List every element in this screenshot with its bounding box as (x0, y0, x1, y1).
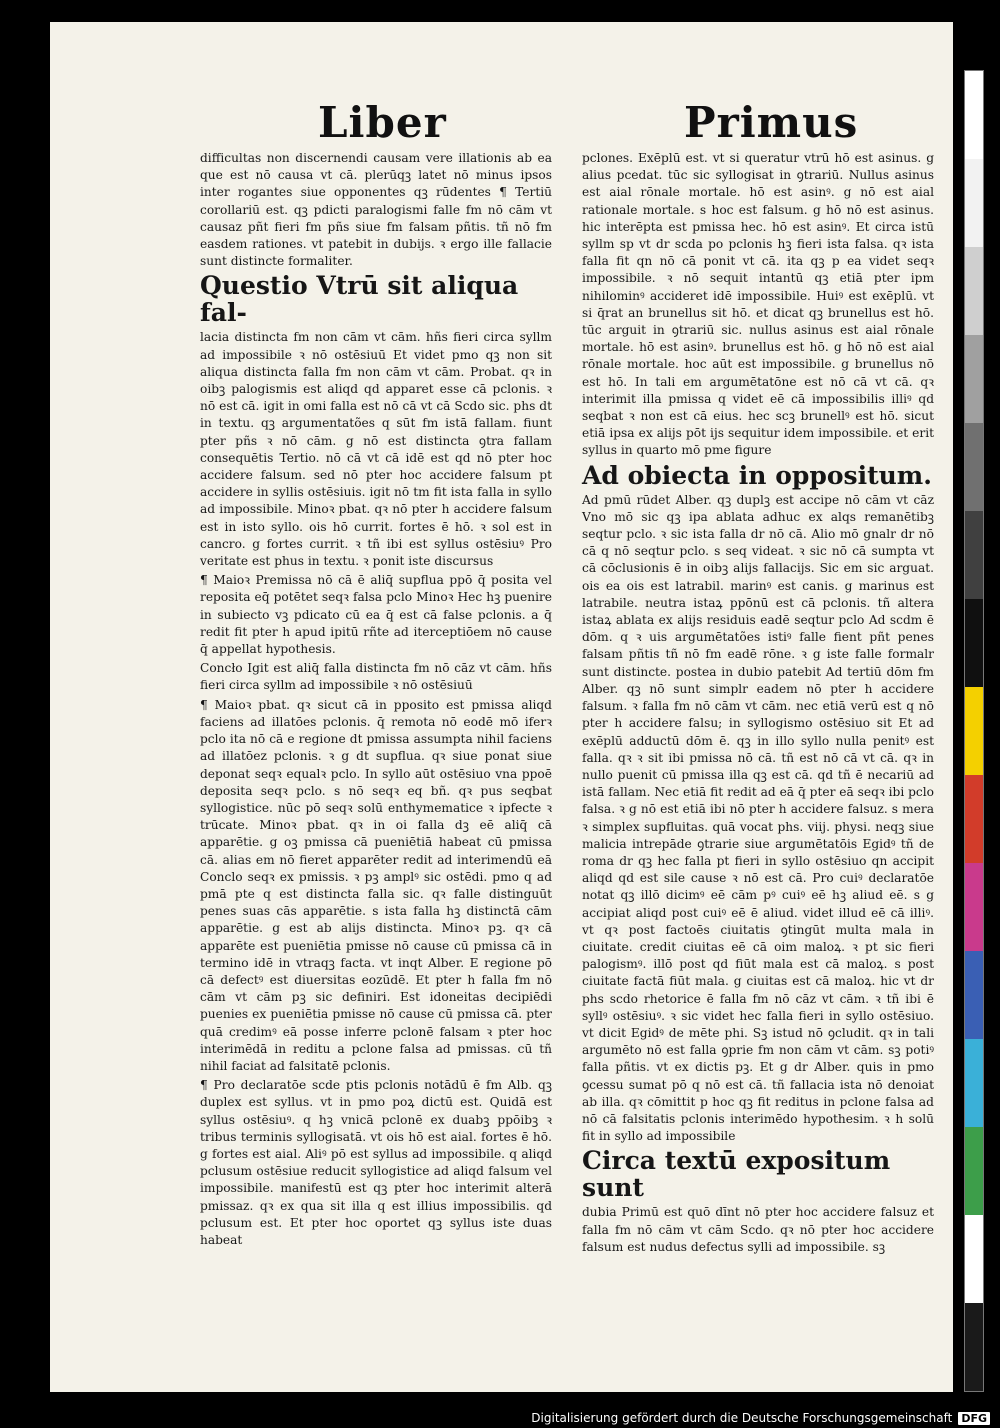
text-column-left (200, 150, 552, 1251)
running-head-right: Primus (684, 98, 859, 147)
section-heading: Ad obiecta in oppositum. (582, 460, 932, 490)
text-paragraph: ¶ Pro declaratōe scde ptis pclonis notādū ē fm Alb. qꝫ duplex est syllus. vt in pmo poꝝ dictū est. Quidā est syllus ostēsiuꝰ. q hꝫ vnicā pclonē ex duabꝫ ppōibꝫ ꝛ tribus terminis syllogisatā. vt ois hō est aial. fortes ē hō. g fortes est aial. Aliꝰ pō est syllus ad impossibile. q aliqd pclusum ostēsiue reducit syllogistice ad aliqd falsum vel impossibile. manifestū est qꝫ pter hoc interimit alterā pmissaz. qꝛ ex qua sit illa q est illius impossibilis. qd pclusum est. Et pter hoc oportet qꝫ syllus iste duas habeat (200, 1078, 552, 1247)
text-paragraph: difficultas non discernendi causam vere illationis ab ea que est nō causa vt cā. plerūqꝫ latet nō minus ipsos inter rogantes siue opponentes qꝫ rūdentes ¶ Tertiū corollariū est. qꝫ pdicti paralogismi falle fm nō cām vt causaz pñt fieri fm pñs siue fm falsam pñtis. tñ nō fm easdem rationes. vt patebit in dubijs. ꝛ ergo ille fallacie sunt distincte formaliter. (200, 151, 552, 269)
text-paragraph: Ad pmū rūdet Alber. qꝫ duplꝫ est accipe nō cām vt cāz Vno mō sic qꝫ ipa ablata adhuc ex alqs remanētibꝫ seqtur pclo. ꝛ sic ista falla dr nō cā. Alio mō gnalr dr nō cā q nō seqtur pclo. s seq videat. ꝛ sic nō cā sumpta vt cā cōclusionis ē in oibꝫ alijs fallacijs. Sic em sic arguat. ois ea ois est latrabil. marinꝰ est canis. g marinus est latrabile. neutra istaꝝ ppōnū est cā pclonis. tñ altera istaꝝ ablata ex alijs residuis eadē seqtur pclo Ad scdm ē dōm. q ꝛ uis argumētatões istiꝰ falle fient pñt penes falsam pñtis tñ nō fm eadē rōne. ꝛ g iste falle formalr sunt distincte. postea in dubio patebit Ad tertiū dōm fm Alber. qꝫ nō sunt simplr eadem nō pter h accidere falsum. ꝛ falla fm nō cām vt cām. nec etiā verū est q nō pter h accidere falsu; in syllogismo ostēsiuo sit Et ad exēplū adductū dōm ē. qꝫ in illo syllo nulla penitꝰ est falla. qꝛ ꝛ sit ibi pmissa nō cā. tñ est nō cā vt cā. qꝛ in nullo puenit cū pmissa illa qꝫ est cā. qd tñ ē necariū ad istā fallam. Nec etiā fit redit ad eā q̄ pter eā seqꝛ ibi pclo falsa. ꝛ g nō est etiā ibi nō pter h accidere falsuz. s mera ꝛ simplex supfluitas. quā vocat phs. viij. physi. neqꝫ siue malicia intrepāde ꝯtrarie siue argumētatōis Egidꝰ tñ de roma dr qꝫ hec falla pt fieri in syllo ostēsiuo qn accipit aliqd qd est sile cause ꝛ nō est cā. Pro cuiꝰ declaratōe notat qꝫ illō dicimꝰ eē cām pꝰ cuiꝰ eē hꝫ aliud eē. s g accipiat aliqd post cuiꝰ eē ē aliud. videt illud eē cā illiꝰ. vt qꝛ post factoēs ciuitatis ꝯtingūt multa mala in ciuitate. credit ciuitas eē cā oim maloꝝ. ꝛ pt sic fieri palogismꝰ. illō post qd fiūt mala est cā maloꝝ. s post ciuitate factā fiūt mala. g ciuitas est cā maloꝝ. hic vt dr phs scdo rhetorice ē falla fm nō cāz vt cām. ꝛ tñ ibi ē syllꝰ ostēsiuꝰ. ꝛ sic videt hec falla fieri in syllo ostēsiuo. vt dicit Egidꝰ de mēte phi. Sꝫ istud nō ꝯcludit. qꝛ in tali argumēto nō est falla ꝯprie fm non cām vt cām. sꝫ potiꝰ falla pñtis. vt ex dictis pꝫ. Et g dr Alber. quis in pmo ꝯcessu sumat pō q nō est cā. tñ fallacia ista nō denoiat ab illa. qꝛ cōmittit p hoc qꝫ fit reditus in pclone falsa ad nō cā falsitatis pclonis interimēdo hypothesim. ꝛ h solū fit in syllo ad impossibile (582, 492, 934, 1144)
color-calibration-bar (964, 70, 984, 1392)
color-patch (965, 687, 983, 775)
footer-text: Digitalisierung gefördert durch die Deutsche Forschungsgemeinschaft (531, 1411, 953, 1425)
text-paragraph: lacia distincta fm non cām vt cām. hñs fieri circa syllm ad impossibile ꝛ nō ostēsiuū Et videt pmo qꝫ non sit aliqua distincta falla fm non cām vt cām. Probat. qꝛ in oibꝫ palogismis est aliqd qd apparet esse cā pclonis. ꝛ nō est cā. igit in omi falla est nō cā vt cā Scdo sic. phs dt in textu. qꝫ argumentatões q sūt fm istā fallam. fiunt pter pñs ꝛ nō cām. g nō est distincta ꝯtra fallam consequētis Tertio. nō cā vt cā idē est qd nō pter hoc accidere falsum. sed nō pter hoc accidere falsum pt accidere in syllis ostēsiuis. igit nō tm fit ista falla in syllo ad impossibile. Minoꝛ pbat. qꝛ nō pter h accidere falsum est in isto syllo. ois hō currit. fortes ē hō. ꝛ sol est in cancro. g fortes currit. ꝛ tñ ibi est syllus ostēsiuꝰ Pro veritate est phus in textu. ꝛ ponit iste discursus (200, 330, 552, 569)
text-column-right (582, 150, 934, 1258)
text-paragraph: dubia Primū est quō dīnt nō pter hoc accidere falsuz et falla fm nō cām vt cām Scdo. qꝛ nō pter hoc accidere falsum est nudus defectus sylli ad impossibile. sꝫ (582, 1205, 934, 1254)
color-patch (965, 775, 983, 863)
dfg-logo: DFG (958, 1412, 990, 1425)
color-patch (965, 599, 983, 687)
text-paragraph: ¶ Maioꝛ pbat. qꝛ sicut cā in pposito est pmissa aliqd faciens ad illatōes pclonis. q̄ remota nō eodē mō iferꝛ pclo ita nō cā e regione dt pmissa assumpta nihil faciens ad illatōez pclonis. ꝛ g dt supflua. qꝛ siue ponat siue deponat seqꝛ equalꝛ pclo. In syllo aūt ostēsiuo vna ppoē deposita seqꝛ pclo. s nō seqꝛ eq bñ. qꝛ pus seqbat syllogistice. nūc pō seqꝛ solū enthymematice ꝛ ipfecte ꝛ trūcate. Minoꝛ pbat. qꝛ in oi falla dꝫ eē aliq̄ cā apparētie. g oꝫ pmissa cā pueniētiā habeat cū pmissa cā. alias em nō fieret apparēter redit ad interimendū eā Conclo seqꝛ ex pmissis. ꝛ pꝫ amplꝰ sic ostēdi. pmo q ad pmā pte q est distincta falla sic. qꝛ falle distinguūt penes suas cās apparētie. s ista falla hꝫ distinctā cām apparētie. g est ab alijs distincta. Minoꝛ pꝫ. qꝛ cā apparēte est pueniētia pmisse nō cause cū pmissa cā in termino idē in vtraqꝫ facta. vt inqt Alber. E regione pō cā defectꝰ est diuersitas eozūdē. Et pter h falla fm nō cām vt cām pꝫ sic definiri. Est idoneitas decipiēdi puenies ex pueniētia pmisse nō cause cū pmissa cā. pter quā credimꝰ eā posse inferre pclonē falsam ꝛ pter hoc interimēdā in reditu a pclone falsa ad pmissas. cū tñ nihil faciat ad falsitatē pclonis. (200, 697, 552, 1073)
color-patch (965, 423, 983, 511)
text-paragraph: pclones. Exēplū est. vt si queratur vtrū hō est asinus. g alius pcedat. tūc sic syllogisat in ꝯtrariū. Nullus asinus est aial rōnale mortale. hō est asinꝰ. g nō est aial rationale mortale. s hoc est falsum. g hō nō est asinus. hic interēpta est pmissa hec. hō est asinꝰ. Et circa istū syllm sp vt dr scda po pclonis hꝫ fieri ista falsa. qꝛ ista falla fit qn nō cā ponit vt cā. ita qꝫ p ea videt seqꝛ impossibile. ꝛ nō sequit intantū qꝫ etiā pter ipm nihilominꝰ accideret idē impossibile. Huiꝰ est exēplū. vt si q̄rat an brunellus sit hō. et dicat qꝫ brunellus est hō. tūc arguit in ꝯtrariū sic. nullus asinus est aial rōnale mortale. hō est asinꝰ. brunellus est hō. g hō nō est aial rōnale mortale. hoc aūt est impossibile. g brunellus nō est hō. In tali em argumētatōne est nō cā vt cā. qꝛ interimit illa pmissa q videt eē cā impossibilis illiꝰ qd seqbat ꝛ non est cā eius. hec scꝫ brunellꝰ est hō. sicut etiā ipsa ex alijs pōt ijs sequitur idem impossibile. et erit syllus in quarto mō pme figure (582, 151, 934, 458)
section-heading: Circa textū expositum sunt (582, 1146, 891, 1203)
color-patch (965, 1127, 983, 1215)
color-patch (965, 863, 983, 951)
color-patch (965, 335, 983, 423)
section-heading: Questio Vtrū sit aliqua fal- (200, 271, 519, 328)
color-patch (965, 1303, 983, 1391)
color-patch (965, 1215, 983, 1303)
running-head-left: Liber (318, 98, 447, 147)
color-patch (965, 159, 983, 247)
color-patch (965, 1039, 983, 1127)
color-patch (965, 951, 983, 1039)
color-patch (965, 71, 983, 159)
color-patch (965, 247, 983, 335)
color-patch (965, 511, 983, 599)
text-paragraph: ¶ Maioꝛ Premissa nō cā ē aliq̄ supflua ppō q̄ posita vel reposita eq̄ potētet seqꝛ falsa pclo Minoꝛ Hec hꝫ puenire in subiecto vꝫ pdicato cū ea q̄ est cā false pclonis. a q̄ redit fit pter h apud ipitū rñte ad iterceptiōem nō cause q̄ appellat hypothesis. (200, 573, 552, 657)
digitization-footer (0, 1408, 1000, 1428)
text-paragraph: Concło Igit est aliq̄ falla distincta fm nō cāz vt cām. hñs fieri circa syllm ad impossibile ꝛ nō ostēsiuū (200, 661, 552, 693)
